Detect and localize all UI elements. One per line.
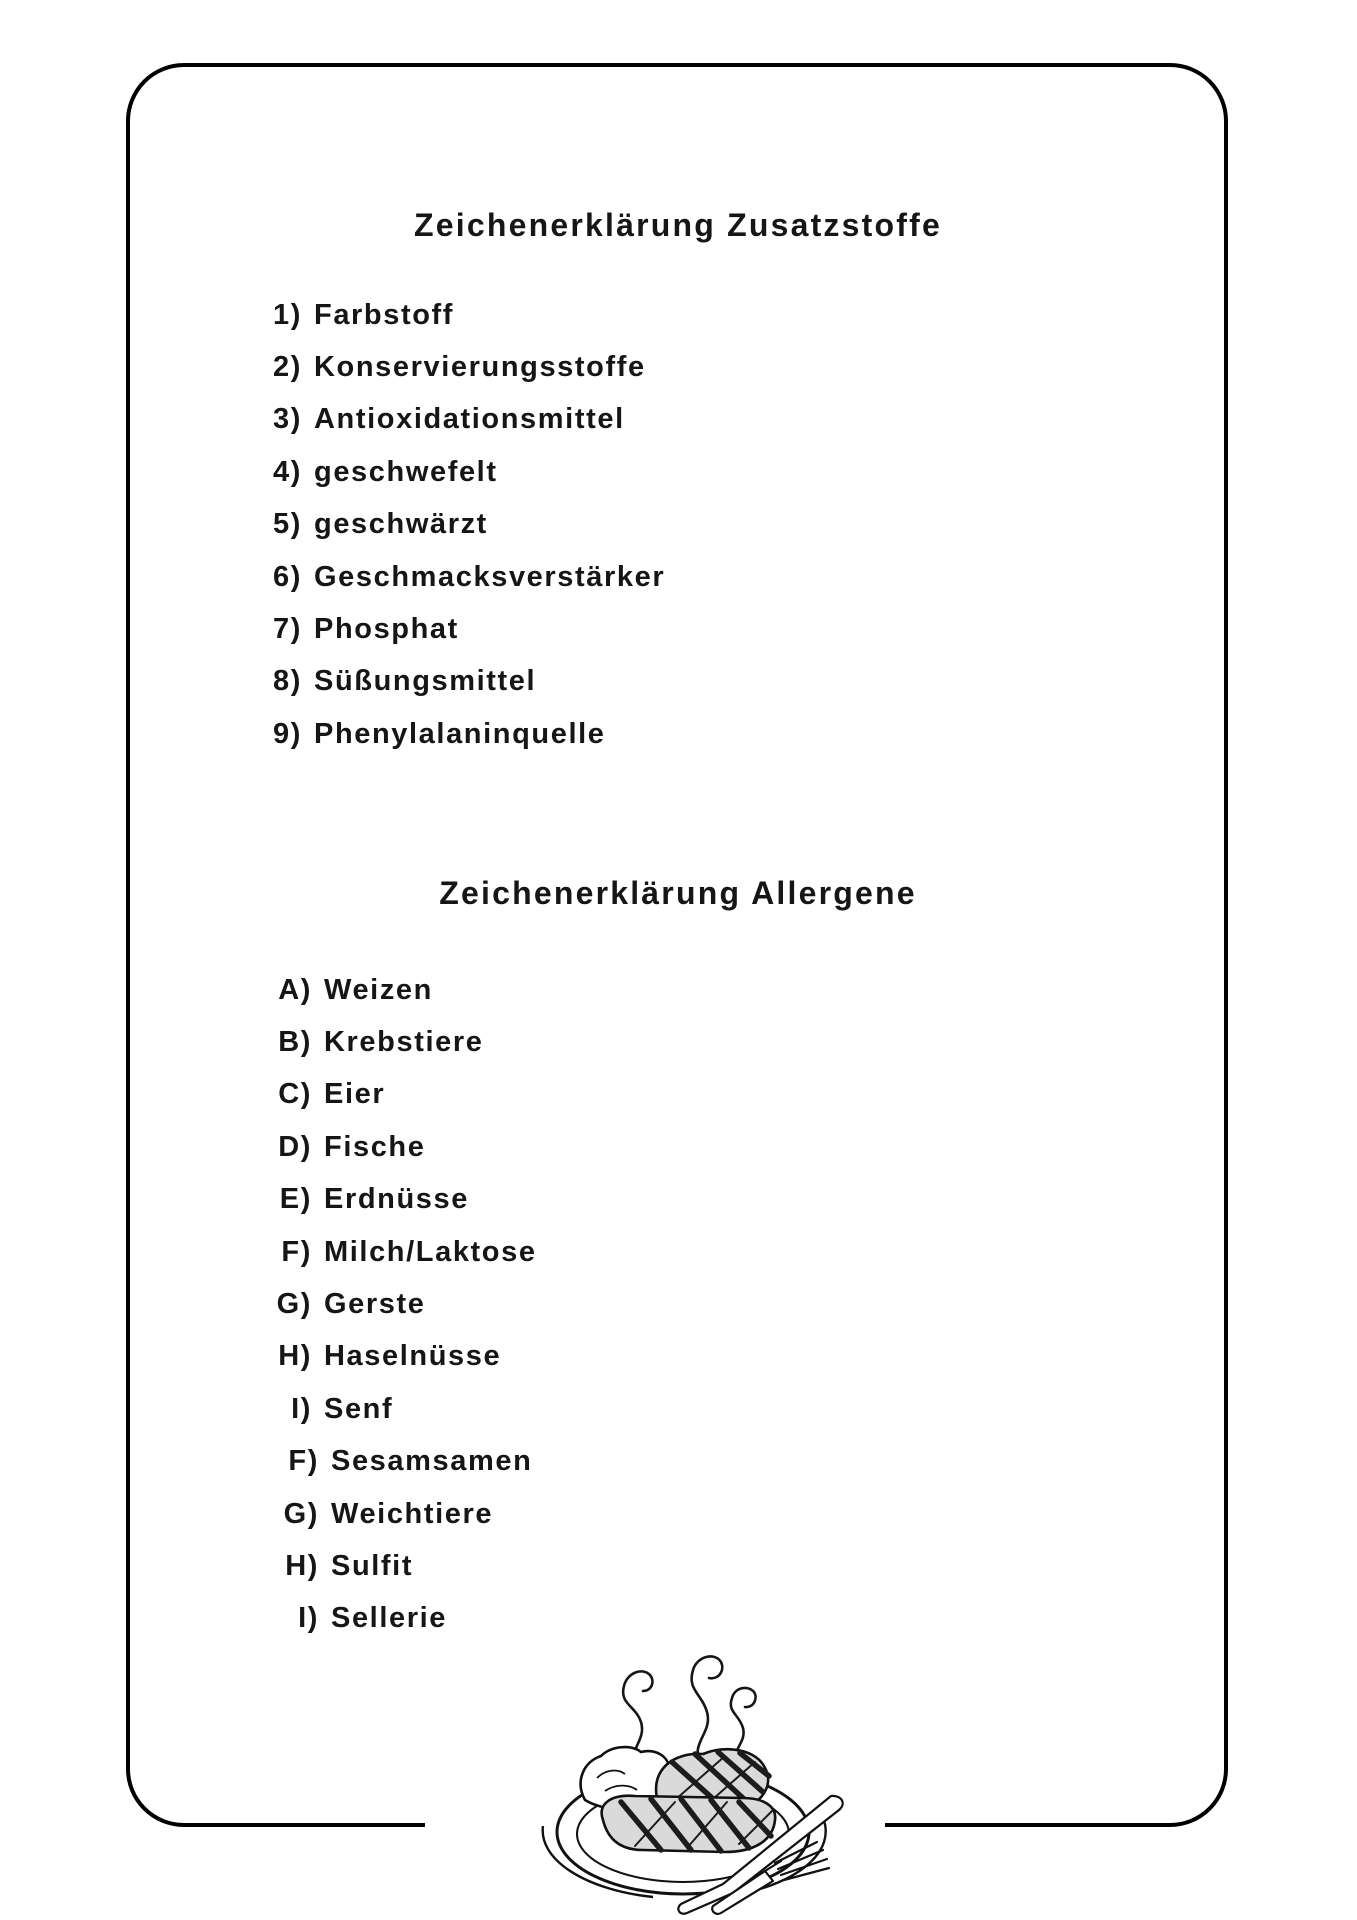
allergens-section-title: Zeichenerklärung Allergene: [439, 875, 917, 911]
allergen-item-marker: D): [278, 1130, 312, 1163]
additive-item-label: Phenylalaninquelle: [314, 717, 606, 750]
allergen-item-label: Eier: [324, 1078, 386, 1111]
allergen-item-label: Erdnüsse: [324, 1183, 469, 1216]
allergen-item: [177, 1436, 544, 1488]
additive-item-marker: 6): [273, 560, 302, 593]
additive-item-label: Phosphat: [314, 613, 459, 646]
additive-item: [160, 603, 665, 655]
additives-list: [160, 289, 665, 761]
allergen-item: [170, 1383, 537, 1435]
steak-front-icon: [602, 1796, 776, 1852]
additive-item-label: Süßungsmittel: [314, 665, 537, 698]
additive-item-marker: 3): [273, 403, 302, 436]
allergen-item-marker: F): [281, 1235, 312, 1268]
allergen-item: [170, 1174, 537, 1226]
additive-item-label: Farbstoff: [314, 298, 455, 331]
additive-item: [160, 708, 665, 760]
allergen-item-marker: A): [278, 973, 312, 1006]
allergen-item-marker: H): [278, 1340, 312, 1373]
allergen-item-marker: E): [279, 1183, 312, 1216]
additive-item-label: Geschmacksverstärker: [314, 560, 666, 593]
additive-item-marker: 8): [273, 665, 302, 698]
allergen-item-label: Sellerie: [331, 1602, 447, 1635]
additive-item: [160, 656, 665, 708]
additive-item: [160, 551, 665, 603]
allergen-item: [170, 1069, 537, 1121]
additive-item: [160, 394, 665, 446]
additive-item-marker: 9): [273, 717, 302, 750]
allergen-item-marker: C): [278, 1078, 312, 1111]
allergen-item-marker: H): [285, 1549, 319, 1582]
allergens-list: [170, 964, 537, 1645]
additive-item-marker: 4): [273, 455, 302, 488]
allergen-item: [177, 1488, 544, 1540]
allergen-item-label: Senf: [324, 1392, 394, 1425]
steak-plate-illustration: [425, 1650, 885, 1920]
allergen-item: [170, 1331, 537, 1383]
additive-item: [160, 289, 665, 341]
additive-item: [160, 341, 665, 393]
allergen-item-label: Krebstiere: [324, 1026, 484, 1059]
allergen-item-label: Sesamsamen: [331, 1445, 533, 1478]
additives-section-title: Zeichenerklärung Zusatzstoffe: [414, 207, 942, 243]
allergen-item-marker: G): [283, 1497, 319, 1530]
additive-item-label: geschwefelt: [314, 455, 498, 488]
additive-item-marker: 2): [273, 351, 302, 384]
additive-item-label: geschwärzt: [314, 508, 488, 541]
allergen-item-marker: B): [278, 1026, 312, 1059]
allergen-item-label: Gerste: [324, 1288, 426, 1321]
allergen-item-label: Weichtiere: [331, 1497, 494, 1530]
allergen-item-label: Milch/Laktose: [324, 1235, 537, 1268]
additive-item-label: Konservierungsstoffe: [314, 351, 646, 384]
additive-item-label: Antioxidationsmittel: [314, 403, 625, 436]
additive-item-marker: 5): [273, 508, 302, 541]
allergen-item-label: Weizen: [324, 973, 433, 1006]
allergen-item: [170, 1121, 537, 1173]
allergen-item: [170, 1226, 537, 1278]
additive-item: [160, 499, 665, 551]
allergen-item-label: Sulfit: [331, 1549, 414, 1582]
allergen-item: [177, 1593, 544, 1645]
allergen-item-marker: G): [276, 1288, 312, 1321]
allergen-item-marker: I): [291, 1392, 312, 1425]
allergen-item-marker: I): [298, 1602, 319, 1635]
additive-item-marker: 1): [273, 298, 302, 331]
allergen-item: [170, 1016, 537, 1068]
allergen-item: [177, 1540, 544, 1592]
allergen-item-label: Fische: [324, 1130, 426, 1163]
allergen-item-label: Haselnüsse: [324, 1340, 502, 1373]
allergen-item: [170, 964, 537, 1016]
additive-item: [160, 446, 665, 498]
additive-item-marker: 7): [273, 613, 302, 646]
allergen-item-marker: F): [288, 1445, 319, 1478]
allergen-item: [170, 1278, 537, 1330]
